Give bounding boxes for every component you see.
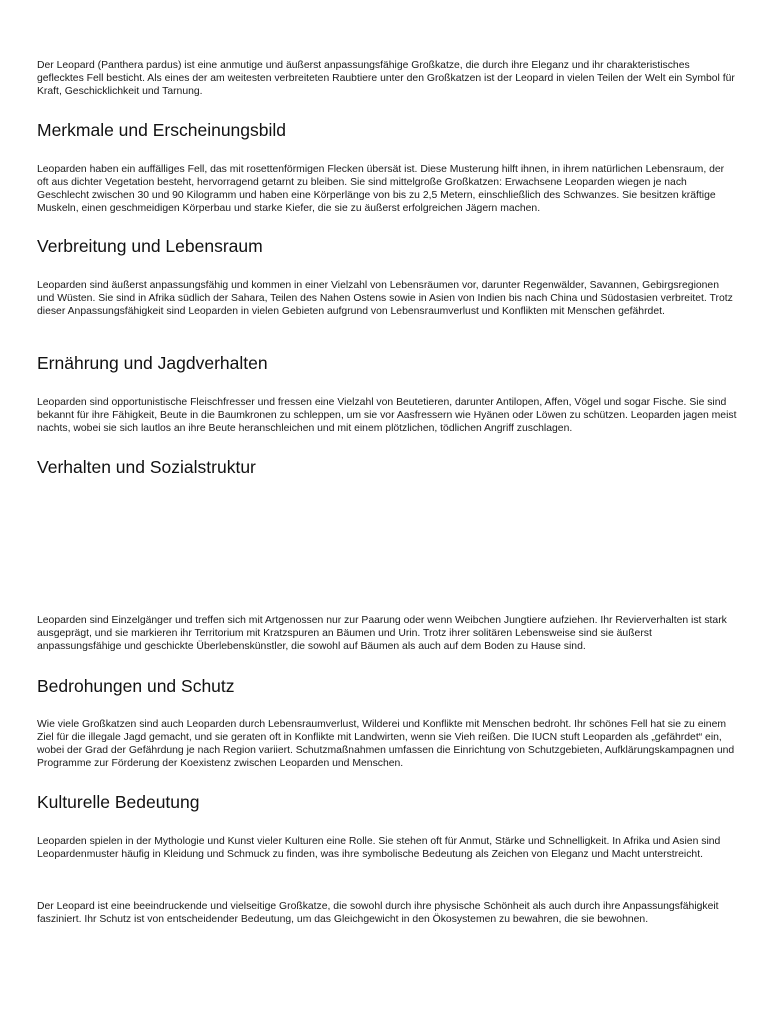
heading-merkmale: Merkmale und Erscheinungsbild [37, 120, 287, 140]
intro-paragraph: Der Leopard (Panthera pardus) ist eine anmutige und äußerst anpassungsfähige Großkatze, die durch ihre Eleganz und ihr charakteristisches geflecktes Fell besticht. Als eines der am weitesten verbreiteten Raubtiere unter den Großkatzen ist der Leopard in vielen Teilen der Welt ein Symbol für Kraft, Geschicklichkeit und Tarnung. [37, 60, 735, 97]
heading-kulturelle-bedeutung: Kulturelle Bedeutung [37, 792, 200, 812]
heading-bedrohungen: Bedrohungen und Schutz [37, 676, 235, 696]
paragraph-verbreitung: Leoparden sind äußerst anpassungsfähig und kommen in einer Vielzahl von Lebensräumen vor, darunter Regenwälder, Savannen, Gebirgsregionen und Wüsten. Sie sind in Afrika südlich der Sahara, Teilen des Nahen Ostens sowie in Asien von Indien bis nach China und Südostasien verbreitet. Trotz dieser Anpassungsfähigkeit sind Leoparden in vielen Gebieten aufgrund von Lebensraumverlust und Konflikten mit Menschen gefährdet. [37, 280, 733, 317]
heading-verhalten: Verhalten und Sozialstruktur [37, 457, 256, 477]
paragraph-kulturelle-bedeutung: Leoparden spielen in der Mythologie und Kunst vieler Kulturen eine Rolle. Sie stehen oft für Anmut, Stärke und Schnelligkeit. In Afrika und Asien sind Leopardenmuster häufig in Kleidung und Schmuck zu finden, was ihre symbolische Bedeutung als Zeichen von Eleganz und Macht unterstreicht. [37, 836, 721, 860]
paragraph-merkmale: Leoparden haben ein auffälliges Fell, das mit rosettenförmigen Flecken übersät ist. Diese Musterung hilft ihnen, in ihrem natürlichen Lebensraum, der oft aus dichter Vegetation besteht, hervorragend getarnt zu bleiben. Sie sind mittelgroße Großkatzen: Erwachsene Leoparden wiegen je nach Geschlecht zwischen 30 und 90 Kilogramm und haben eine Körperlänge von bis zu 2,5 Metern, einschließlich des Schwanzes. Sie besitzen kräftige Muskeln, einen geschmeidigen Körperbau und starke Kiefer, die sie zu äußerst erfolgreichen Jägern machen. [37, 164, 725, 214]
paragraph-ernaehrung: Leoparden sind opportunistische Fleischfresser und fressen eine Vielzahl von Beutetieren, darunter Antilopen, Affen, Vögel und sogar Fische. Sie sind bekannt für ihre Fähigkeit, Beute in die Baumkronen zu schleppen, um sie vor Aasfressern wie Hyänen oder Löwen zu schützen. Leoparden jagen meist nachts, wobei sie sich lautlos an ihre Beute heranschleichen und mit einem plötzlichen, tödlichen Angriff zuschlagen. [37, 397, 737, 434]
conclusion-paragraph: Der Leopard ist eine beeindruckende und vielseitige Großkatze, die sowohl durch ihre physische Schönheit als auch durch ihre Anpassungsfähigkeit fasziniert. Ihr Schutz ist von entscheidender Bedeutung, um das Gleichgewicht in den Ökosystemen zu bewahren, die sie bewohnen. [37, 901, 719, 925]
paragraph-verhalten: Leoparden sind Einzelgänger und treffen sich mit Artgenossen nur zur Paarung oder wenn Weibchen Jungtiere aufziehen. Ihr Revierverhalten ist stark ausgeprägt, und sie markieren ihr Territorium mit Kratzspuren an Bäumen und Urin. Trotz ihrer solitären Lebensweise sind sie äußerst anpassungsfähige und geschickte Überlebenskünstler, die sowohl auf Bäumen als auch auf dem Boden zu Hause sind. [37, 615, 727, 652]
paragraph-bedrohungen: Wie viele Großkatzen sind auch Leoparden durch Lebensraumverlust, Wilderei und Konflikte mit Menschen bedroht. Ihr schönes Fell hat sie zu einem Ziel für die illegale Jagd gemacht, und sie geraten oft in Konflikte mit Landwirten, wenn sie Vieh reißen. Die IUCN stuft Leoparden als „gefährdet“ ein, wobei der Grad der Gefährdung je nach Region variiert. Schutzmaßnahmen umfassen die Einrichtung von Schutzgebieten, Aufklärungskampagnen und Programme zur Förderung der Koexistenz zwischen Leoparden und Menschen. [37, 719, 735, 769]
blank-space [37, 482, 737, 610]
heading-verbreitung: Verbreitung und Lebensraum [37, 236, 263, 256]
heading-ernaehrung: Ernährung und Jagdverhalten [37, 353, 268, 373]
